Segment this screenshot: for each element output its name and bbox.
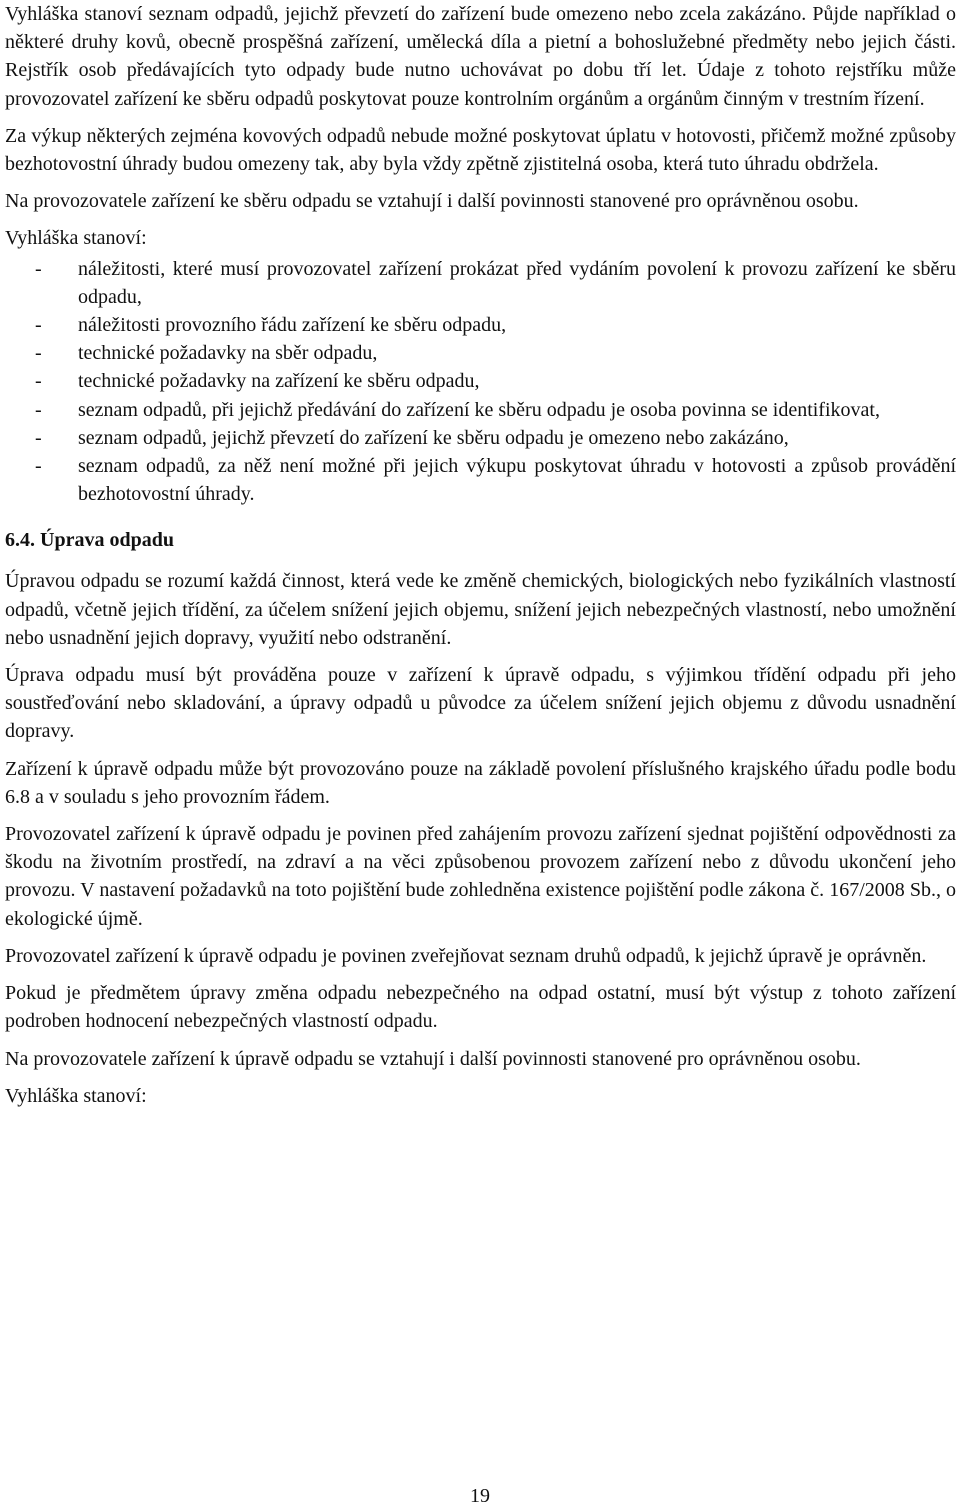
paragraph-list-intro: Vyhláška stanoví:	[5, 1084, 147, 1107]
list-item: - technické požadavky na zařízení ke sběru odpadu,	[5, 367, 956, 395]
paragraph: Na provozovatele zařízení ke sběru odpadu se vztahují i další povinnosti stanovené pro oprávněnou osobu.	[5, 190, 859, 213]
list-item: - seznam odpadů, za něž není možné při jejich výkupu poskytovat úhradu v hotovosti a způsob provádění bezhotovostní úhrady.	[5, 452, 956, 508]
paragraph: Provozovatel zařízení k úpravě odpadu je povinen zveřejňovat seznam druhů odpadů, k jejichž úpravě je oprávněn.	[5, 944, 927, 967]
paragraph: Zařízení k úpravě odpadu může být provozováno pouze na základě povolení příslušného krajského úřadu podle bodu 6.8 a v souladu s jeho provozním řádem.	[5, 757, 956, 808]
paragraph: Úprava odpadu musí být prováděna pouze v zařízení k úpravě odpadu, s výjimkou třídění odpadu při jeho soustřeďování nebo skladování, a úpravy odpadů u původce za účelem snížení jejich objemu z důvodu usnadnění dopravy.	[5, 664, 956, 743]
list-item: - technické požadavky na sběr odpadu,	[5, 339, 956, 367]
paragraph: Za výkup některých zejména kovových odpadů nebude možné poskytovat úplatu v hotovosti, přičemž možné způsoby bezhotovostní úhrady budou omezeny tak, aby byla vždy zpětně zjistitelná osoba, která tuto úhradu obdržela.	[5, 124, 956, 176]
list-item: - náležitosti, které musí provozovatel zařízení prokázat před vydáním povolení k provozu zařízení ke sběru odpadu,	[5, 255, 956, 311]
list-item: - náležitosti provozního řádu zařízení ke sběru odpadu,	[5, 311, 956, 339]
list-item: - seznam odpadů, jejichž převzetí do zařízení ke sběru odpadu je omezeno nebo zakázáno,	[5, 424, 956, 452]
paragraph: Na provozovatele zařízení k úpravě odpadu se vztahují i další povinnosti stanovené pro oprávněnou osobu.	[5, 1047, 861, 1070]
document-page	[5, 0, 956, 1119]
paragraph: Pokud je předmětem úpravy změna odpadu nebezpečného na odpad ostatní, musí být výstup z tohoto zařízení podroben hodnocení nebezpečných vlastností odpadu.	[5, 982, 956, 1033]
paragraph: Provozovatel zařízení k úpravě odpadu je povinen před zahájením provozu zařízení sjednat pojištění odpovědnosti za škodu na životním prostředí, na zdraví a na věci způsobenou provozem zařízení nebo z důvodu ukončení jeho provozu. V nastavení požadavků na toto pojištění bude zohledněna existence pojištění podle zákona č. 167/2008 Sb., o ekologické újmě.	[5, 823, 956, 930]
section-heading: 6.4. Úprava odpadu	[5, 529, 174, 552]
paragraph: Vyhláška stanoví seznam odpadů, jejichž převzetí do zařízení bude omezeno nebo zcela zakázáno. Půjde například o některé druhy kovů, obecně prospěšná zařízení, umělecká díla a pietní a bohoslužebné předměty nebo jejich části. Rejstřík osob předávajících tyto odpady bude nutno uchovávat po dobu tří let. Údaje z tohoto rejstříku může provozovatel zařízení ke sběru odpadů poskytovat pouze kontrolním orgánům a orgánům činným v trestním řízení.	[5, 3, 956, 110]
page-number: 19	[470, 1485, 490, 1507]
requirements-list	[5, 255, 956, 509]
paragraph-list-intro: Vyhláška stanoví:	[5, 227, 147, 250]
list-item: - seznam odpadů, při jejichž předávání do zařízení ke sběru odpadu je osoba povinna se identifikovat,	[5, 396, 956, 424]
paragraph: Úpravou odpadu se rozumí každá činnost, která vede ke změně chemických, biologických nebo fyzikálních vlastností odpadů, včetně jejich třídění, za účelem snížení jejich objemu, snížení jejich nebezpečných vlastností, nebo umožnění nebo usnadnění jejich dopravy, využití nebo odstranění.	[5, 570, 956, 649]
